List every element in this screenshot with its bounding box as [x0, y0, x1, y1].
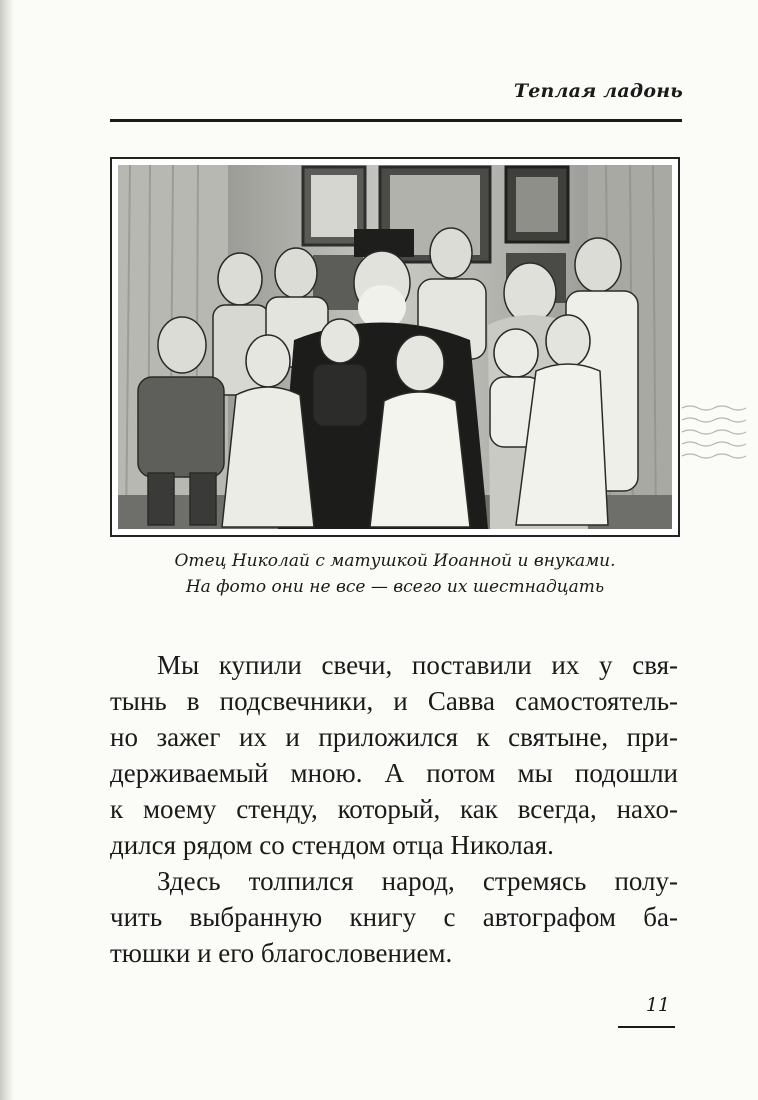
paragraph-1-line-6: дился рядом со стендом отца Николая. — [110, 830, 554, 860]
footer-rule — [618, 1026, 675, 1028]
paragraph-1-line-2: тынь в подсвечники, и Савва самостоятель- — [110, 686, 678, 716]
paragraph-1-line-3: но зажег их и приложился к святыне, при- — [110, 722, 678, 752]
running-head: Теплая ладонь — [513, 80, 683, 102]
paragraph-2-line-3: тюшки и его благословением. — [110, 938, 453, 968]
page-number: 11 — [645, 994, 670, 1016]
stamp-marks — [680, 398, 750, 478]
family-photo — [118, 165, 672, 529]
paragraph-1-line-4: держиваемый мною. А потом мы подошли — [110, 758, 678, 788]
paragraph-2-line-2: чить выбранную книгу с автографом ба- — [110, 902, 678, 932]
photo-frame — [110, 157, 680, 537]
header-rule — [110, 119, 682, 122]
paragraph-1-line-1: Мы купили свечи, поставили их у свя- — [157, 650, 678, 680]
binding-shadow — [0, 0, 14, 1100]
paragraph-1-line-5: к моему стенду, который, как всегда, нахо- — [110, 794, 678, 824]
photo-caption-line-2: На фото они не все — всего их шестнадцать — [185, 577, 605, 597]
family-photo-icon — [118, 165, 672, 529]
photo-caption-line-1: Отец Николай с матушкой Иоанной и внуками. — [174, 551, 616, 571]
paragraph-2-line-1: Здесь толпился народ, стремясь полу- — [157, 866, 678, 896]
